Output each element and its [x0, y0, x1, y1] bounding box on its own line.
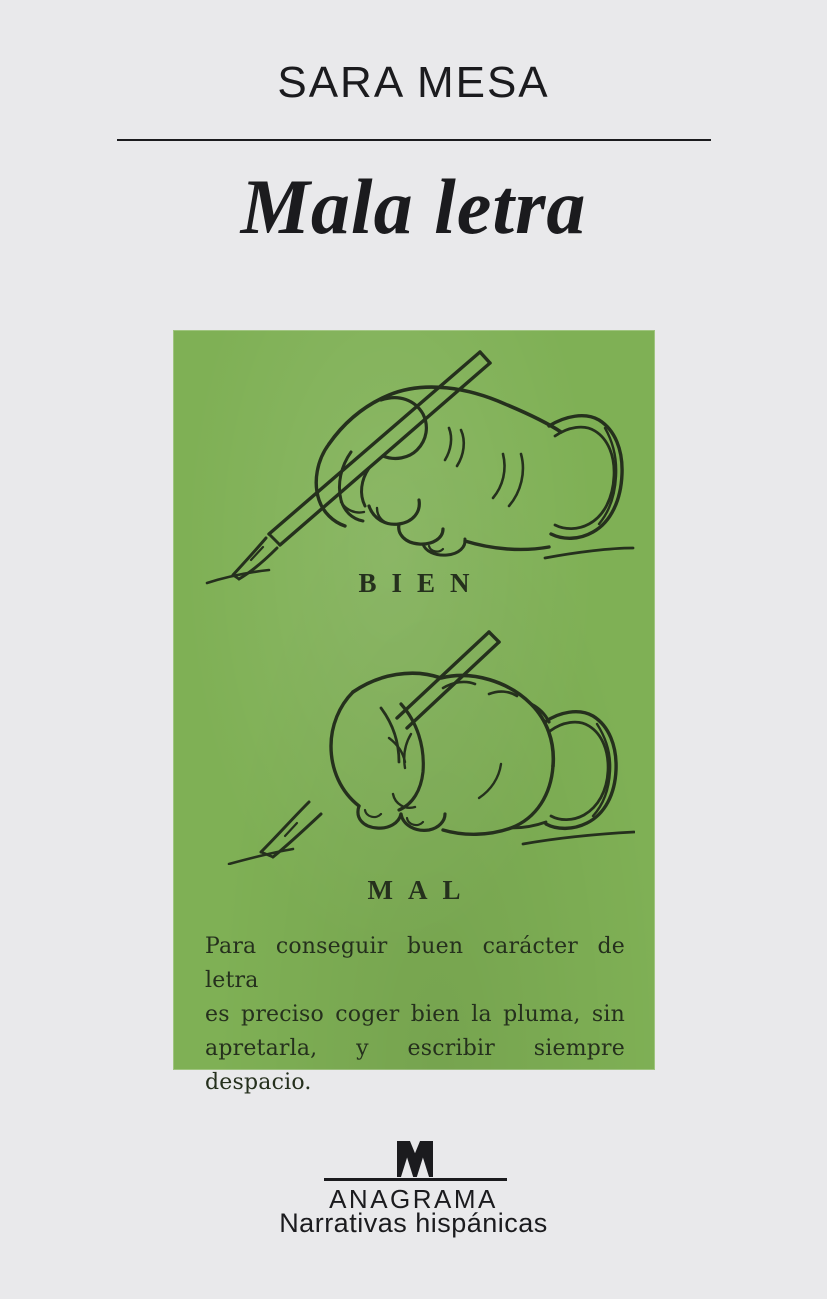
bad-grip-label: MAL: [367, 875, 476, 905]
collection-name: Narrativas hispánicas: [279, 1208, 548, 1238]
book-title: Mala letra: [240, 163, 587, 250]
hand-pen-incorrect-illustration: [193, 630, 635, 865]
caption: [173, 930, 655, 1100]
author-name: SARA MESA: [277, 58, 550, 107]
illustration-card: [173, 330, 655, 1095]
anagrama-logo: [397, 1140, 433, 1178]
caption-line: apretarla, y escribir siempre despacio.: [205, 1036, 625, 1095]
hand-pen-correct-illustration: [193, 348, 635, 588]
divider-rule: [117, 139, 711, 141]
publisher-name: ANAGRAMA: [329, 1184, 498, 1214]
good-grip-label: BIEN: [358, 568, 485, 598]
publisher-rule: [324, 1178, 507, 1181]
caption-line: Para conseguir buen carácter de letra: [205, 934, 625, 993]
caption-line: es preciso coger bien la pluma, sin: [205, 1002, 625, 1027]
